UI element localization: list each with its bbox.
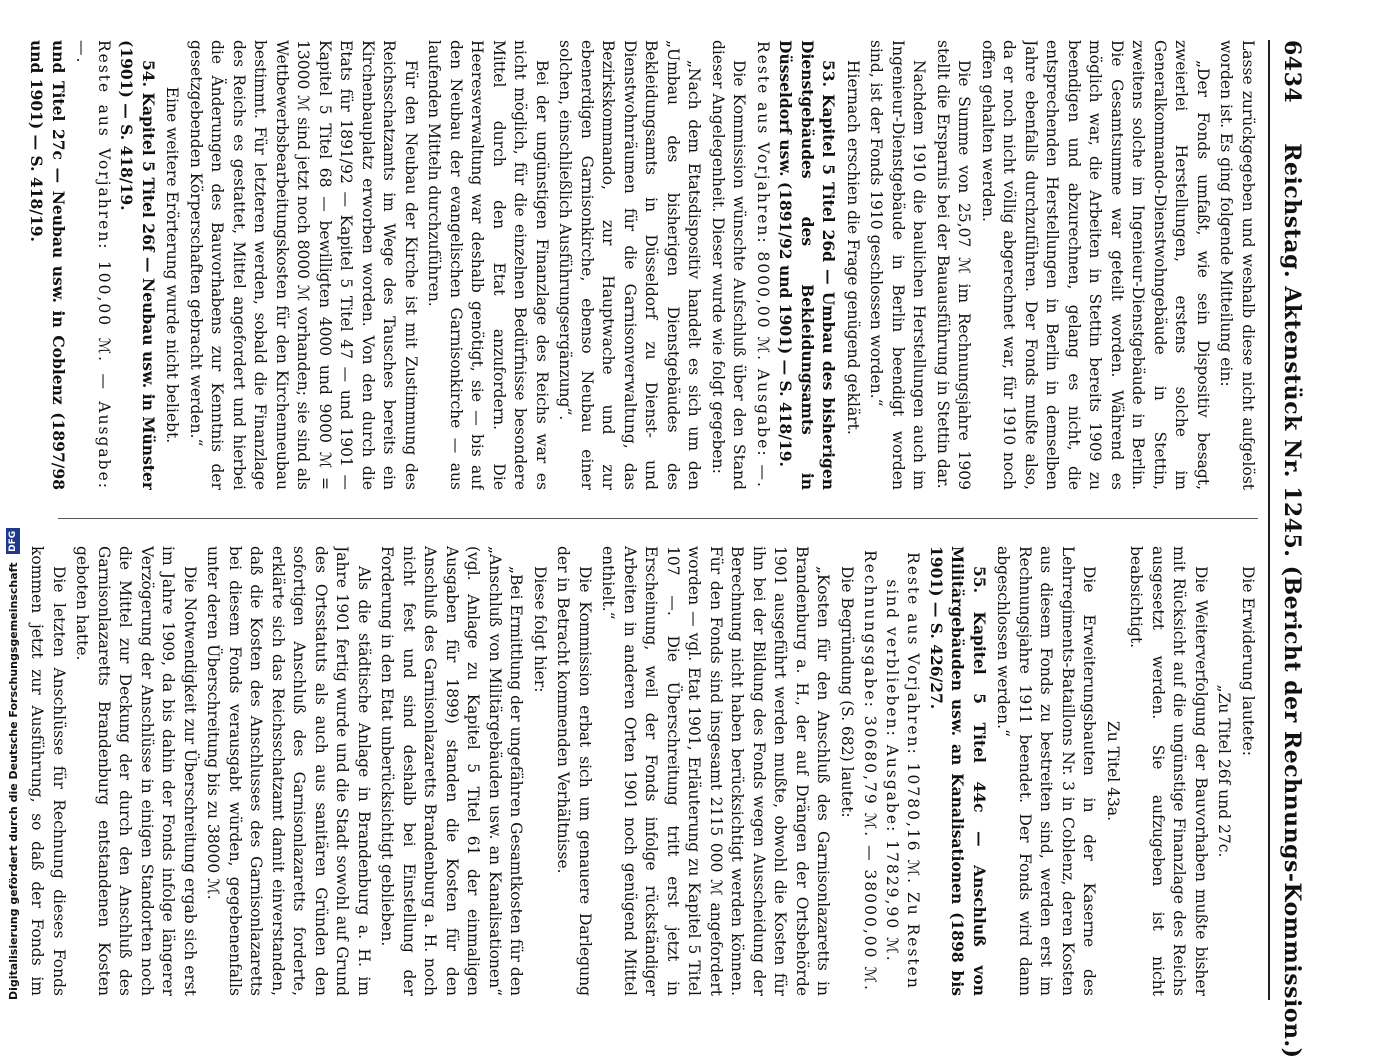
paragraph: Die Begründung (S. 682) lautet: <box>838 566 856 818</box>
paragraph: Die Kommission erbat sich um genauere Darlegung der in Betracht kommenden Verhältnisse. <box>554 546 594 996</box>
document-page <box>10 40 1310 1059</box>
paragraph: Für den Neubau der Kirche ist mit Zustimmung des Reichsschatzamts im Wege des Tausches bereits ein Kirchenbauplatz erworben worden. Von den durch die Etats für 1891/92 — Kapitel 5 Titel 47 — und 1901 — Kapitel 5 Titel 68 — bewilligten 4000 und 9000 ℳ = 13000 ℳ sind jetzt noch 8000 ℳ vorhanden; sie sind als Wettbewerbsbearbeitungskosten für den Kirchenneubau bestimmt. Für letzteren werden, sobald die Finanzlage des Reichs es gestattet, Mittel angefordert und hierbei die Änderungen des Bauvorhabens zur Kenntnis der gesetzgebenden Körperschaften gebracht werden.“ <box>187 40 420 490</box>
paragraph: Als die städtische Anlage in Brandenburg a. H. im Jahre 1901 fertig wurde und die Stadt sowohl auf Grund des Ortsstatuts als auch aus sanitären Gründen den sofortigen Anschluß des Garnisonlazaretts forderte, erklärte sich das Reichsschatzamt damit einverstanden, daß die Kosten des Anschlusses des Garnisonlazaretts bei diesem Fonds verausgabt würden, gegebenenfalls unter deren Überschreitung bis zu 38000 ℳ. <box>204 546 373 996</box>
column-divider <box>58 518 1258 519</box>
left-column <box>28 40 1258 490</box>
paragraph: Bei der ungünstigen Finanzlage des Reichs war es nicht möglich, für die einzelnen Bedürfnisse besondere Mittel durch den Etat anzufordern. Die Heeresverwaltung war deshalb genötigt, sie — bis auf den Neubau der evangelischen Garnisonkirche — aus laufenden Mitteln durchzuführen. <box>425 40 551 490</box>
paragraph: Die Erwiderung lautete: <box>1239 566 1257 756</box>
paragraph: „Kosten für den Anschluß des Garnisonlazaretts in Brandenburg a. H., der auf Drängen der Ortsbehörde 1901 ausgeführt werden mußte, obwohl die Kosten für ihn bei der Bildung des Fonds wegen Ausscheidung der Berechnung nicht haben berücksichtigt werden können. Für den Fonds sind insgesamt 2115 000 ℳ angefordert worden — vgl. Etat 1901, Erläuterung zu Kapitel 5 Titel 107 —. Die Überschreitung tritt erst jetzt in Erscheinung, weil der Fonds infolge rückständiger Arbeiten in anderen Orten 1901 noch genügend Mittel enthielt.“ <box>599 546 833 996</box>
paragraph: Nachdem 1910 die baulichen Herstellungen auch im Ingenieur-Dienstgebäude in Berlin beendigt worden sind, ist der Fonds 1910 geschlossen worden.“ <box>867 40 929 490</box>
caption-text: Digitalisierung gefördert durch die Deutsche Forschungsgemeinschaft <box>6 562 20 1000</box>
paragraph: Die Weiterverfolgung der Bauvorhaben mußte bisher mit Rücksicht auf die ungünstige Finanzlage des Reichs ausgesetzt werden. Sie aufzugeben ist nicht beabsichtigt. <box>1127 546 1210 996</box>
budget-line: Reste aus Vorjahren: 10780,16 ℳ. Zu Resten sind verblieben: Ausgabe: 17829,90 ℳ. Rechnungsgabe: 30680,79 ℳ. — 38000,00 ℳ. <box>861 550 923 992</box>
section-heading: 53. Kapitel 5 Titel 26d — Umbau des bisherigen Dienstgebäudes des Bekleidungsamts in Düsseldorf usw. (1891/92 und 1901) — S. 418/19. <box>776 40 839 490</box>
section-heading: 55. Kapitel 5 Titel 44c — Anschluß von Militärgebäuden usw. an Kanalisationen (1898 bis 1901) — S. 426/27. <box>927 546 989 996</box>
paragraph: Die letzten Anschlüsse für Rechnung dieses Fonds kommen jetzt zur Ausführung, so daß der Fonds im <box>28 546 68 996</box>
page-number: 6434 <box>1279 40 1305 104</box>
paragraph: Lasse zurückgegeben und weshalb diese nicht aufgelöst worden ist. Es ging folgende Mitteilung ein: <box>1217 40 1257 490</box>
paragraph: „Nach dem Etatsdispositiv handelt es sich um den „Umbau des bisherigen Dienstgebäudes des Bekleidungsamts in Düsseldorf zu Dienst- und Dienstwohnräumen für die Garnisonverwaltung, das Bezirkskommando, zur Hauptwache und zur ebenerdigen Garnisonkirche, ebenso Neubau einer solchen, einschließlich Ausführungsergänzung“. <box>556 40 704 490</box>
page-title: Reichstag. Aktenstück Nr. 1245. (Bericht der Rechnungs-Kommission.) <box>1279 143 1305 1059</box>
subheading: Zu Titel 43a. <box>1104 720 1122 822</box>
budget-line: Reste aus Vorjahren: 100,00 ℳ. — Ausgabe: —. <box>73 40 113 490</box>
section-heading: 54. Kapitel 5 Titel 26f — Neubau usw. in Münster (1901) — S. 418/19. <box>117 40 158 490</box>
paragraph: „Der Fonds umfaßt, wie sein Dispositiv besagt, zweierlei Herstellungen, erstens solche im Generalkommando-Dienstwohngebäude in Stettin, zweitens solche im Ingenieur-Dienstgebäude in Berlin. Die Gesamtsumme war geteilt worden. Während es möglich war, die Arbeiten in Stettin bereits 1909 zu beendigen und abzurechnen, gelang es nicht, die entsprechenden Herstellungen in Berlin in demselben Jahre ebenfalls durchzuführen. Der Fonds mußte also, da er noch nicht völlig abgerechnet war, für 1910 noch offen gehalten werden. <box>979 40 1212 490</box>
paragraph: Hiernach erschien die Frage genügend geklärt. <box>844 60 862 435</box>
paragraph: Eine weitere Erörterung wurde nicht beliebt. <box>163 86 182 444</box>
header-rule <box>1268 40 1270 1000</box>
paragraph: Die Summe von 25,07 ℳ im Rechnungsjahre 1909 stellt die Ersparnis bei der Bauausführung in Stettin dar. <box>934 40 974 490</box>
right-column <box>28 546 1258 996</box>
section-heading: und Titel 27c — Neubau usw. in Coblenz (1897/98 und 1901) — S. 418/19. <box>28 40 68 490</box>
digitization-caption <box>6 528 20 1000</box>
budget-line: Reste aus Vorjahren: 8000,00 ℳ. Ausgabe: —. <box>754 41 772 489</box>
paragraph: Die Erweiterungsbauten in der Kaserne des Lehrregiments-Bataillons Nr. 3 in Coblenz, deren Kosten aus diesem Fonds zu bestreiten sind, werden erst im Rechnungsjahre 1911 beendet. Der Fonds wird dann abgeschlossen werden.“ <box>994 546 1099 996</box>
paragraph: Diese folgt hier: <box>531 566 549 693</box>
subheading: „Zu Titel 26f und 27c. <box>1215 684 1234 858</box>
paragraph: „Bei Ermittlung der ungefähren Gesamtkosten für den „Anschluß von Militärgebäuden usw. an Kanalisationen“ (vgl. Anlage zu Kapitel 5 Titel 61 der einmaligen Ausgaben für 1899) standen die Kosten für den Anschluß des Garnisonlazaretts Brandenburg a. H. noch nicht fest und sind deshalb bei Einstellung der Forderung in den Etat unberücksichtigt geblieben. <box>378 546 526 996</box>
paragraph: Die Notwendigkeit zur Überschreitung ergab sich erst im Jahre 1909, da bis dahin der Fonds infolge längerer Verzögerung der Anschlüsse in einigen Standorten noch die Mittel zur Deckung der durch den Anschluß des Garnisonlazaretts Brandenburg entstandenen Kosten geboten hatte. <box>73 546 199 996</box>
page-header <box>1274 40 1310 1059</box>
dfg-logo-icon: DFG <box>6 528 20 554</box>
paragraph: Die Kommission wünschte Aufschluß über den Stand dieser Angelegenheit. Dieser wurde wie folgt gegeben: <box>709 40 749 490</box>
